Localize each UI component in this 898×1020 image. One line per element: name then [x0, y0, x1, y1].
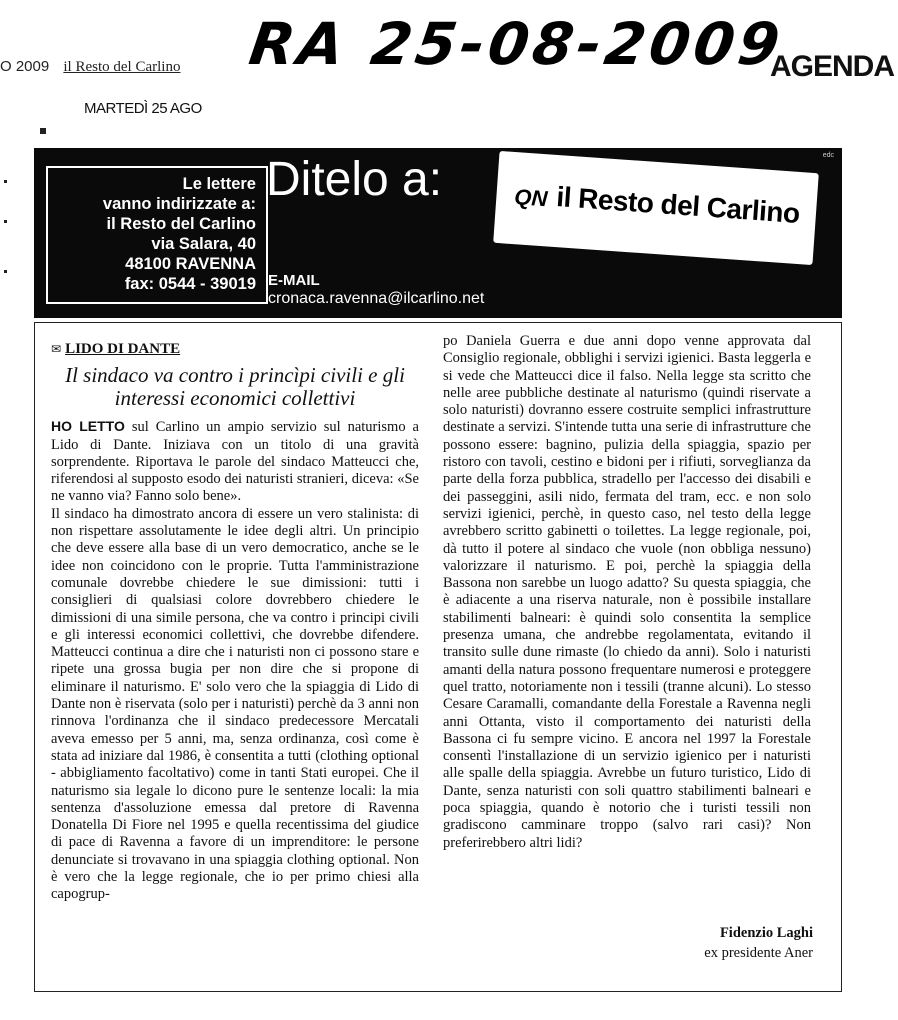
kicker [51, 341, 419, 358]
masthead-date: MARTEDÌ 25 AGO [84, 100, 202, 117]
signature-name: Fidenzio Laghi [719, 925, 813, 941]
signature-block [704, 923, 813, 963]
envelope-icon: ✉ [51, 342, 62, 356]
address-line: il Resto del Carlino [106, 215, 256, 233]
newspaper-logo [493, 151, 819, 265]
address-line: via Salara, 40 [151, 235, 256, 253]
masthead-meta [0, 58, 180, 76]
handwritten-date-stamp: RA 25-08-2009 [245, 10, 788, 78]
letters-banner [34, 148, 842, 318]
logo-name: il Resto del Carlino [555, 181, 801, 229]
address-line: 48100 RAVENNA [125, 255, 256, 273]
section-label: AGENDA [770, 50, 895, 83]
masthead-year: O 2009 [0, 58, 50, 75]
scan-mark [4, 180, 7, 183]
address-line: fax: 0544 - 39019 [124, 275, 256, 293]
letter-column-right [443, 333, 811, 852]
address-line: Le lettere [182, 175, 256, 193]
paragraph [51, 418, 419, 505]
masthead-paper: il Resto del Carlino [63, 59, 181, 75]
scan-mark [4, 270, 7, 273]
email-label: E-MAIL [268, 272, 320, 289]
email-address: cronaca.ravenna@ilcarlino.net [268, 290, 485, 307]
paragraph: po Daniela Guerra e due anni dopo venne approvata dal Consiglio regionale, obblighi i servizi igienici. Basta leggerla e si vede che Matteucci dice il falso. Nella legge sta scritto che nelle aree pubbliche destinate al naturismo (quindi riservate a solo naturisti) dovranno essere costruite semplici infrastrutture destinate a servizi. S'intende tutta una serie di infrastrutture che possono essere: bagnino, pulizia della spiaggia, spazio per ristoro con tavoli, cestino e bidoni per i rifiuti, sorveglianza da parte della forza pubblica, stradello per l'accesso dei disabili e dei passeggini, asili nido, fermata del tram, ecc. e non solo servizi igienici, perchè, in questo caso, nel testo della legge avrebbero scritto gabinetti o toilettes. La legge regionale, poi, dà tutto il potere al sindaco che vuole (non obbliga nessuno) valorizzare il naturismo. E poi, perchè la spiaggia della Bassona non sarebbe un luogo adatto? Su questa spiaggia, che è adiacente a una riserva naturale, non è possibile installare stabilimenti balneari: è quindi solo consentita la semplice presenza umana, che andrebbe regolamentata, evitando il transito sulle dune rimaste (lo chiedo da anni). Solo i naturisti amanti della natura possono frequentare numerosi e proteggere quel tratto, notoriamente non i tessili (tranne alcuni). Lo stesso Cesare Caramalli, comandante della Forestale a Ravenna negli anni Ottanta, visto il comportamento dei naturisti della Bassona ci fu sempre vicino. E ancora nel 1997 la Forestale consentì l'installazione di un servizio igienico per i naturisti alle spalle della spiaggia. Avrebbe un futuro turistico, Lido di Dante, senza naturisti con soli quattro stabilimenti balneari e poca spiaggia, quando è notorio che i turisti tessili non gradiscono camminare troppo (salvo rari casi)? Non preferirebbero altri lidi? [443, 333, 811, 851]
banner-title: Ditelo a: [266, 153, 443, 206]
scan-mark [40, 128, 46, 134]
headline: Il sindaco va contro i princìpi civili e gli interessi economici collettivi [65, 363, 405, 411]
letter-frame [34, 322, 842, 992]
paragraph-text: sul Carlino un ampio servizio sul naturismo a Lido di Dante. Iniziava con un titolo di una gravità sorprendente. Riportava le parole del sindaco Matteucci che, riferendosi al supposto esodo dei naturisti stranieri, diceva: «Se ne vanno via? Fanno solo bene». [51, 419, 419, 505]
logo-mark: QN [513, 184, 549, 212]
address-line: vanno indirizzate a: [102, 195, 256, 213]
kicker-text: LIDO DI DANTE [65, 341, 181, 357]
signature-role: ex presidente Aner [704, 945, 813, 961]
address-box [46, 166, 268, 304]
scan-mark [4, 220, 7, 223]
letter-column-left [51, 341, 419, 904]
paragraph: Il sindaco ha dimostrato ancora di essere un vero stalinista: di non rispettare assolutamente le idee degli altri. Un principio che deve essere alla base di un vero democratico, anche se le idee non coincidono con le proprie. Tutta l'amministrazione comunale dovrebbe chiedere le sue dimissioni: tutti i consiglieri di qualsiasi colore dovrebbero chiedere le dimissioni di una simile persona, che va contro i principi civili e gli interessi economici collettivi, che dovrebbe difendere. Matteucci continua a dire che i naturisti non ci possono stare e ripete una grossa bugia per non dire che si propone di eliminare il naturismo. E' solo vero che la spiaggia di Lido di Dante non è riservata (solo per i naturisti) perchè da 3 anni non rinnova l'ordinanza che il sindaco predecessore Mercatali aveva emesso per 5 anni, ma, senza ordinanza, così come è stata ad iniziare dal 1986, è consentita a tutti (clothing optional - abbigliamento facoltativo) come in tanti Stati europei. Che il naturismo sia legale lo dicono pure le sentenze locali: la mia sentenza d'assoluzione emessa dal pretore di Ravenna Donatella Di Fiore nel 1995 e quella recentissima del giudice di pace di Ravenna a favore di un imprenditore: le persone denunciate si trovavano in una spiaggia clothing optional. Non è vero che la legge regionale, che io per primo chiesi alla capogrup- [51, 505, 419, 903]
small-mark: edc [822, 152, 834, 159]
lead-in: HO LETTO [51, 418, 125, 435]
